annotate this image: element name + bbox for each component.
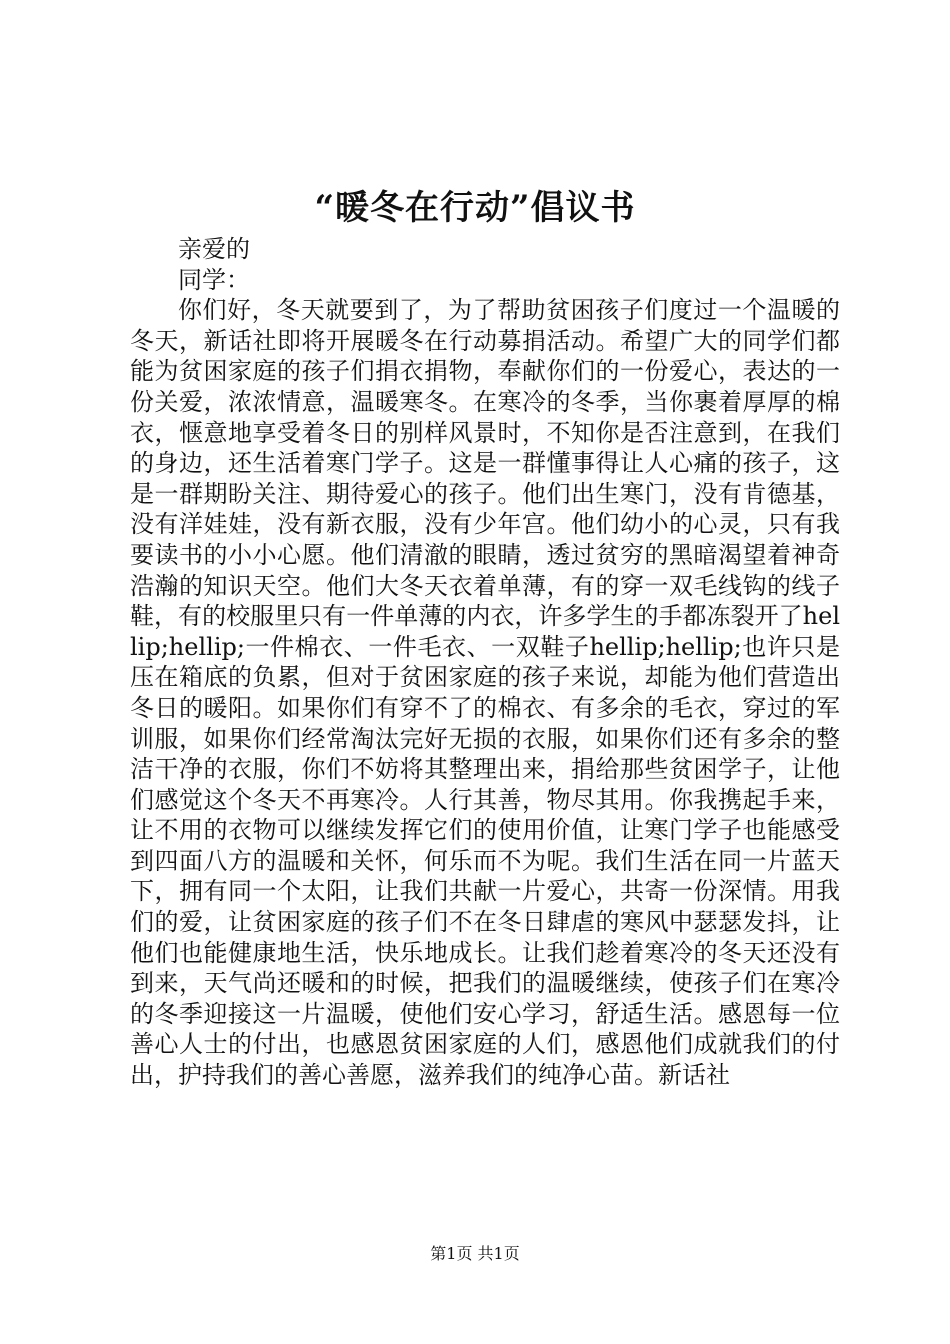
body-paragraph: 你们好，冬天就要到了，为了帮助贫困孩子们度过一个温暖的冬天，新话社即将开展暖冬在行动募捐活动。希望广大的同学们都能为贫困家庭的孩子们捐衣捐物，奉献你们的一份爱心，表达的一份关爱，浓浓情意，温暖寒冬。在寒冷的冬季，当你裹着厚厚的棉衣，惬意地享受着冬日的别样风景时，不知你是否注意到，在我们的身边，还生活着寒门学子。这是一群懂事得让人心痛的孩子，这是一群期盼关注、期待爱心的孩子。他们出生寒门，没有肯德基，没有洋娃娃，没有新衣服，没有少年宫。他们幼小的心灵，只有我要读书的小小心愿。他们清澈的眼睛，透过贫穷的黑暗渴望着神奇浩瀚的知识天空。他们大冬天衣着单薄，有的穿一双毛线钩的线子鞋，有的校服里只有一件单薄的内衣，许多学生的手都冻裂开了hellip;hellip;一件棉衣、一件毛衣、一双鞋子hellip;hellip;也许只是压在箱底的负累，但对于贫困家庭的孩子来说，却能为他们营造出冬日的暖阳。如果你们有穿不了的棉衣、有多余的毛衣，穿过的军训服，如果你们经常淘汰完好无损的衣服，如果你们还有多余的整洁干净的衣服，你们不妨将其整理出来，捐给那些贫困学子，让他们感觉这个冬天不再寒冷。人行其善，物尽其用。你我携起手来，让不用的衣物可以继续发挥它们的使用价值，让寒门学子也能感受到四面八方的温暖和关怀，何乐而不为呢。我们生活在同一片蓝天下，拥有同一个太阳，让我们共献一片爱心，共寄一份深情。用我们的爱，让贫困家庭的孩子们不在冬日肆虐的寒风中瑟瑟发抖，让他们也能健康地生活，快乐地成长。让我们趁着寒冷的冬天还没有到来，天气尚还暖和的时候，把我们的温暖继续，使孩子们在寒冷的冬季迎接这一片温暖，使他们安心学习，舒适生活。感恩每一位善心人士的付出，也感恩贫困家庭的人们，感恩他们成就我们的付出，护持我们的善心善愿，滋养我们的纯净心苗。新话社 <box>130 296 840 1090</box>
salutation-line-2: 同学： <box>178 265 250 294</box>
page-footer: 第1页 共1页 <box>430 1244 520 1263</box>
document-title: “暖冬在行动”倡议书 <box>314 188 636 228</box>
salutation-line-1: 亲爱的 <box>178 235 250 263</box>
document-body <box>130 234 840 1091</box>
